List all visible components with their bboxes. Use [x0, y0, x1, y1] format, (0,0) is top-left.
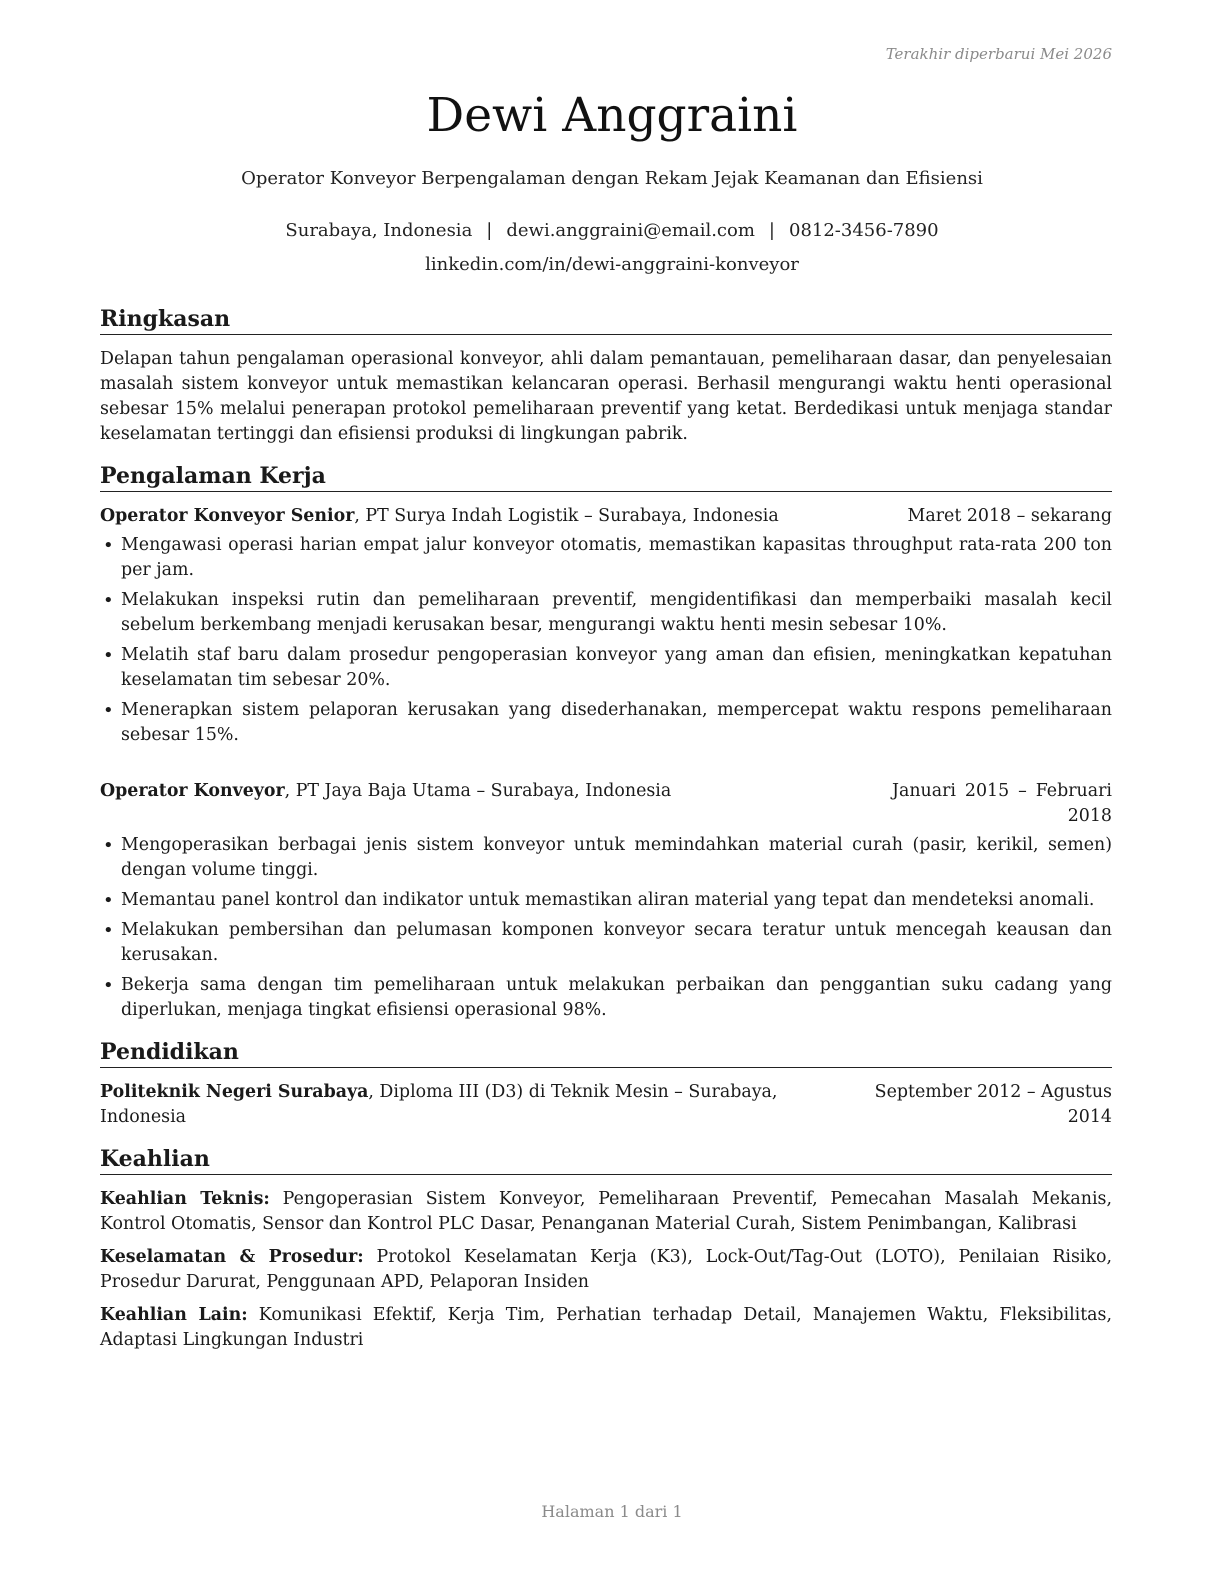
experience-section — [100, 463, 1112, 1023]
skill-text: Protokol Keselamatan Kerja (K3), Lock-Out/Tag-Out (LOTO), Penilaian Risiko, Prosedur Darurat, Penggunaan APD, Pelaporan Insiden — [100, 1247, 1113, 1292]
contact-location: Surabaya, Indonesia — [285, 220, 473, 241]
job-header — [100, 779, 1112, 829]
job-dates: Januari 2015 – Februari 2018 — [892, 781, 1112, 826]
job-org: , PT Surya Indah Logistik – Surabaya, Indonesia — [354, 506, 779, 526]
page-number: Halaman 1 dari 1 — [541, 1502, 683, 1521]
contact-linkedin[interactable]: linkedin.com/in/dewi-anggraini-konveyor — [425, 254, 799, 275]
job-role: Operator Konveyor Senior — [100, 506, 355, 526]
list-item: • Melakukan pembersihan dan pelumasan komponen konveyor secara teratur untuk mencegah keausan dan kerusakan. — [100, 918, 1112, 968]
resume-tagline: Operator Konveyor Berpengalaman dengan Rekam Jejak Keamanan dan Efisiensi — [241, 168, 983, 189]
skill-item — [100, 1187, 1112, 1237]
job-bullets — [100, 833, 1112, 1023]
section-title-skills: Keahlian — [100, 1146, 1112, 1175]
education-school: Politeknik Negeri Surabaya — [100, 1082, 369, 1102]
contact-email[interactable]: dewi.anggraini@email.com — [506, 220, 755, 241]
skill-item — [100, 1303, 1112, 1353]
list-item: • Memantau panel kontrol dan indikator untuk memastikan aliran material yang tepat dan mendeteksi anomali. — [100, 888, 1112, 913]
skill-text: Komunikasi Efektif, Kerja Tim, Perhatian terhadap Detail, Manajemen Waktu, Fleksibilitas, Adaptasi Lingkungan Industri — [100, 1305, 1113, 1350]
list-item: • Melatih staf baru dalam prosedur pengoperasian konveyor yang aman dan efisien, meningkatkan kepatuhan keselamatan tim sebesar 20%. — [100, 643, 1112, 693]
contact-line — [0, 220, 1224, 241]
job-org: , PT Jaya Baja Utama – Surabaya, Indonesia — [284, 781, 672, 801]
education-detail: , Diploma III (D3) di Teknik Mesin – Surabaya, Indonesia — [100, 1082, 778, 1127]
job-header — [100, 504, 1112, 529]
education-dates: September 2012 – Agustus 2014 — [874, 1082, 1112, 1127]
skill-text: Pengoperasian Sistem Konveyor, Pemeliharaan Preventif, Pemecahan Masalah Mekanis, Kontrol Otomatis, Sensor dan Kontrol PLC Dasar, Penanganan Material Curah, Sistem Penimbangan, Kalibrasi — [100, 1189, 1112, 1234]
contact-phone: 0812-3456-7890 — [789, 220, 939, 241]
contact-separator: | — [768, 220, 775, 241]
contact-separator: | — [486, 220, 493, 241]
skill-item — [100, 1245, 1112, 1295]
section-title-experience: Pengalaman Kerja — [100, 463, 1112, 492]
list-item: • Mengawasi operasi harian empat jalur konveyor otomatis, memastikan kapasitas throughput rata-rata 200 ton per jam. — [100, 533, 1112, 583]
list-item: • Melakukan inspeksi rutin dan pemeliharaan preventif, mengidentifikasi dan memperbaiki masalah kecil sebelum berkembang menjadi kerusakan besar, mengurangi waktu henti mesin sebesar 10%. — [100, 588, 1112, 638]
job-dates: Maret 2018 – sekarang — [907, 506, 1112, 526]
education-header — [100, 1080, 1112, 1130]
education-section — [100, 1039, 1112, 1130]
job-role: Operator Konveyor — [100, 781, 285, 801]
section-title-education: Pendidikan — [100, 1039, 1112, 1068]
list-item: • Bekerja sama dengan tim pemeliharaan untuk melakukan perbaikan dan penggantian suku cadang yang diperlukan, menjaga tingkat efisiensi operasional 98%. — [100, 973, 1112, 1023]
list-item: • Menerapkan sistem pelaporan kerusakan yang disederhanakan, mempercepat waktu respons pemeliharaan sebesar 15%. — [100, 698, 1112, 748]
job-bullets — [100, 533, 1112, 748]
resume-name: Dewi Anggraini — [426, 88, 798, 143]
summary-section — [100, 306, 1112, 447]
section-title-summary: Ringkasan — [100, 306, 1112, 335]
resume-body — [100, 306, 1112, 1369]
skill-label: Keahlian Teknis: — [100, 1189, 270, 1209]
skills-section — [100, 1146, 1112, 1353]
list-item: • Mengoperasikan berbagai jenis sistem konveyor untuk memindahkan material curah (pasir, kerikil, semen) dengan volume tinggi. — [100, 833, 1112, 883]
summary-text: Delapan tahun pengalaman operasional konveyor, ahli dalam pemantauan, pemeliharaan dasar, dan penyelesaian masalah sistem konveyor untuk memastikan kelancaran operasi. Berhasil mengurangi waktu henti operasional sebesar 15% melalui penerapan protokol pemeliharaan preventif yang ketat. Berdedikasi untuk menjaga standar keselamatan tertinggi dan efisiensi produksi di lingkungan pabrik. — [100, 349, 1112, 444]
skill-label: Keselamatan & Prosedur: — [100, 1247, 364, 1267]
last-updated: Terakhir diperbarui Mei 2026 — [885, 45, 1112, 63]
skill-label: Keahlian Lain: — [100, 1305, 248, 1325]
